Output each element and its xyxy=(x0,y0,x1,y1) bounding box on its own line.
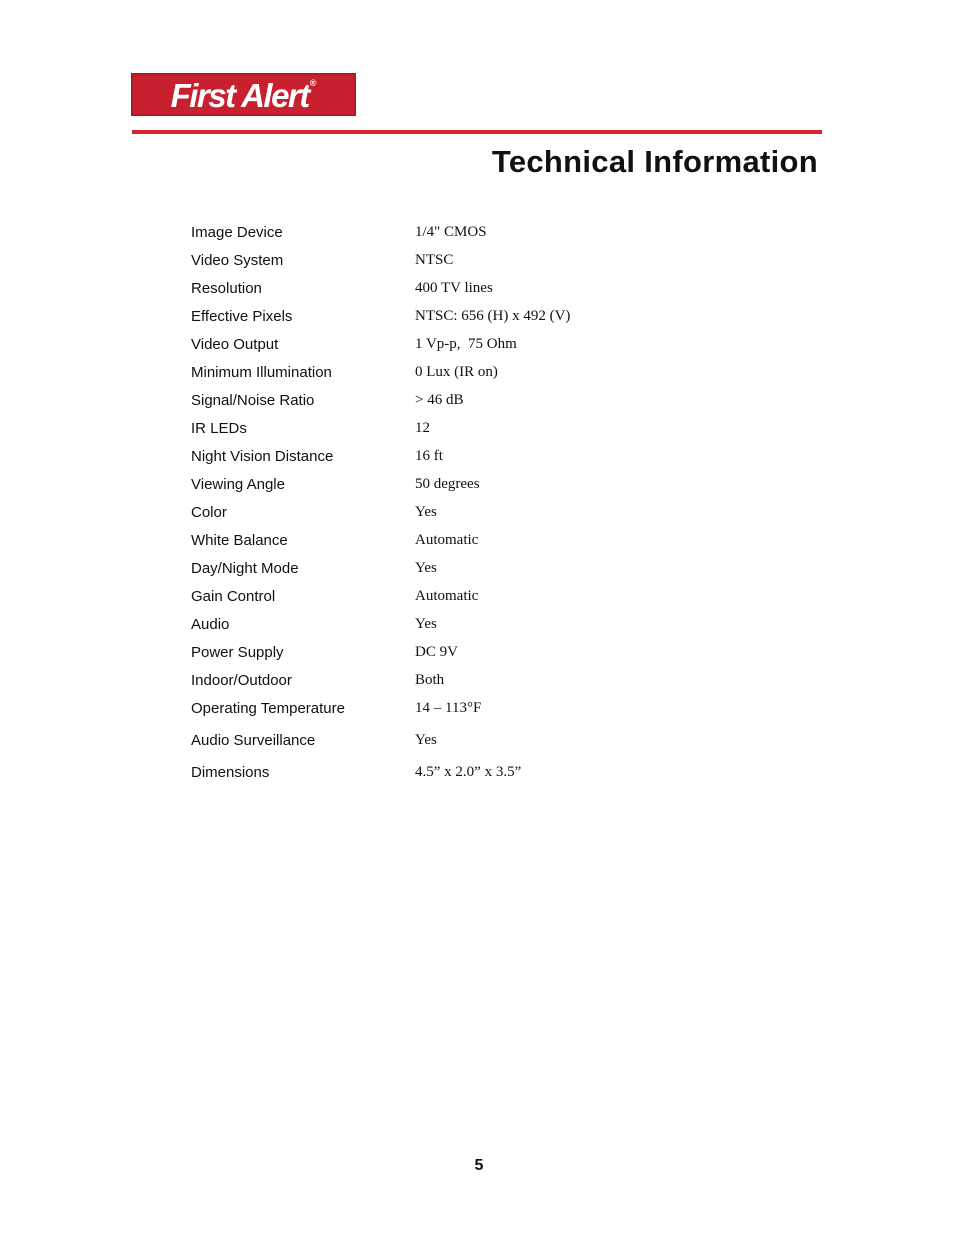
spec-row xyxy=(191,386,751,414)
spec-row xyxy=(191,722,751,754)
spec-label: Operating Temperature xyxy=(191,699,345,717)
header-divider xyxy=(132,130,822,134)
spec-label: Night Vision Distance xyxy=(191,447,334,465)
spec-row xyxy=(191,694,751,722)
spec-value: Yes xyxy=(415,615,437,632)
spec-label: Power Supply xyxy=(191,643,284,661)
spec-label: Dimensions xyxy=(191,763,270,781)
spec-row xyxy=(191,358,751,386)
spec-value: 1 Vp-p, 75 Ohm xyxy=(415,335,517,352)
spec-value: 400 TV lines xyxy=(415,279,493,296)
spec-label: Resolution xyxy=(191,279,262,297)
spec-value: 50 degrees xyxy=(415,475,480,492)
spec-label: Image Device xyxy=(191,223,283,241)
spec-value: Both xyxy=(415,671,445,688)
spec-row xyxy=(191,526,751,554)
brand-logo xyxy=(131,73,356,116)
spec-value: > 46 dB xyxy=(415,391,464,408)
spec-row xyxy=(191,638,751,666)
spec-label: Audio Surveillance xyxy=(191,731,316,749)
spec-value: Automatic xyxy=(415,587,479,604)
spec-label: Indoor/Outdoor xyxy=(191,671,292,689)
spec-value: 4.5” x 2.0” x 3.5” xyxy=(415,763,522,780)
spec-row xyxy=(191,246,751,274)
spec-value: 12 xyxy=(415,419,430,436)
spec-row xyxy=(191,274,751,302)
spec-label: Color xyxy=(191,503,227,521)
spec-value: Automatic xyxy=(415,531,479,548)
spec-row xyxy=(191,470,751,498)
spec-label: Day/Night Mode xyxy=(191,559,299,577)
spec-value: Yes xyxy=(415,559,437,576)
spec-row xyxy=(191,442,751,470)
spec-value: Yes xyxy=(415,503,437,520)
spec-row xyxy=(191,582,751,610)
spec-value: 16 ft xyxy=(415,447,443,464)
spec-label: Audio xyxy=(191,615,230,633)
spec-row xyxy=(191,414,751,442)
brand-name: First Alert xyxy=(170,76,309,114)
page-number: 5 xyxy=(474,1157,484,1174)
spec-label: IR LEDs xyxy=(191,419,247,437)
spec-row xyxy=(191,330,751,358)
spec-row xyxy=(191,754,751,786)
spec-value: 1/4" CMOS xyxy=(415,223,487,240)
spec-value: NTSC: 656 (H) x 492 (V) xyxy=(415,307,571,324)
spec-label: Video Output xyxy=(191,335,279,353)
spec-value: Yes xyxy=(415,731,437,748)
spec-label: White Balance xyxy=(191,531,288,549)
spec-label: Minimum Illumination xyxy=(191,363,332,381)
page-title: Technical Information xyxy=(491,144,818,179)
spec-value: NTSC xyxy=(415,251,454,268)
spec-value: 0 Lux (IR on) xyxy=(415,363,498,380)
spec-label: Viewing Angle xyxy=(191,475,285,493)
spec-row xyxy=(191,554,751,582)
spec-value: DC 9V xyxy=(415,643,458,660)
spec-label: Effective Pixels xyxy=(191,307,293,325)
spec-label: Signal/Noise Ratio xyxy=(191,391,315,409)
spec-row xyxy=(191,302,751,330)
spec-row xyxy=(191,218,751,246)
spec-label: Gain Control xyxy=(191,587,276,605)
spec-row xyxy=(191,666,751,694)
spec-row xyxy=(191,610,751,638)
spec-value: 14 – 113°F xyxy=(415,699,482,716)
spec-label: Video System xyxy=(191,251,284,269)
brand-logo-text xyxy=(170,76,317,114)
registered-mark: ® xyxy=(309,77,317,88)
spec-row xyxy=(191,498,751,526)
spec-table xyxy=(191,218,751,786)
